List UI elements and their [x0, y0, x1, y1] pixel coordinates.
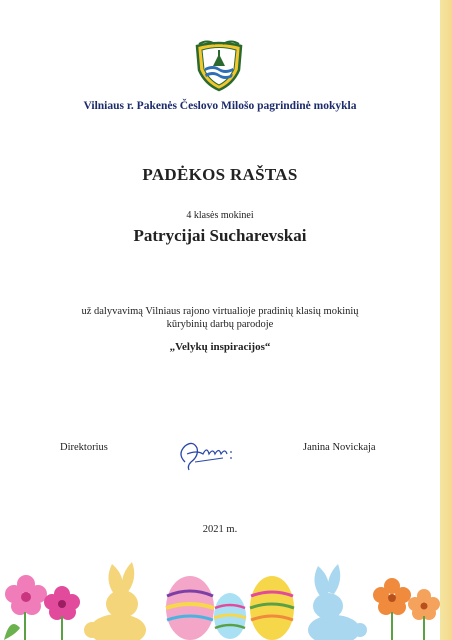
school-coat-of-arms-icon	[193, 38, 245, 92]
decorative-edge-strip	[440, 0, 452, 640]
award-reason-line-1: už dalyvavimą Vilniaus rajono virtualioje pradinių klasių mokinių	[81, 306, 359, 317]
director-role: Direktorius	[60, 442, 108, 453]
award-reason	[0, 305, 440, 331]
blue-bunny-icon	[308, 564, 367, 640]
award-reason-line-2: kūrybinių darbų parodoje	[166, 319, 274, 330]
easter-decoration	[0, 550, 440, 640]
recipient-name: Patrycijai Sucharevskai	[133, 226, 307, 245]
director-name: Janina Novickaja	[303, 442, 376, 453]
pink-flower-icon	[4, 575, 80, 640]
document-title: PADĖKOS RAŠTAS	[142, 165, 298, 184]
recipient-class: 4 klasės mokinei	[186, 210, 254, 221]
exhibition-name: „Velykų inspiracijos“	[169, 341, 271, 353]
handwritten-signature-icon	[173, 432, 235, 474]
easter-egg-icon	[166, 576, 294, 640]
school-name: Vilniaus r. Pakenės Česlovo Milošo pagrindinė mokykla	[83, 100, 357, 112]
issue-year: 2021 m.	[202, 524, 238, 535]
bunny-icon	[84, 562, 146, 640]
orange-flower-icon	[373, 578, 440, 640]
